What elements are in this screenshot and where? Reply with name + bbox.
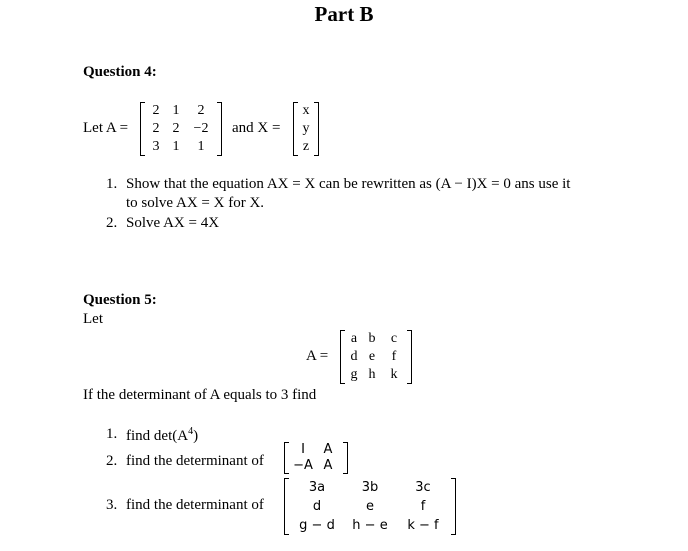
q5-matrix-3-cell-2-0: g − d (299, 518, 335, 533)
right-bracket (314, 102, 319, 156)
q5-block-matrix-cell-0-1: A (323, 442, 333, 457)
q4-matrix-a-cell-2-2: 1 (197, 139, 205, 154)
q4-item-1-line-2: to solve AX = X for X. (126, 195, 265, 211)
q4-matrix-x-cell-2-0: z (302, 139, 310, 154)
q5-block-matrix (284, 442, 348, 474)
q4-matrix-a-cell-1-0: 2 (152, 121, 160, 136)
q4-let-prefix: Let A = (83, 120, 129, 136)
q5-matrix-a-cell-2-1: h (368, 367, 376, 382)
q5-matrix-a-cell-1-1: e (368, 349, 376, 364)
matrix-grid (289, 442, 343, 474)
q5-matrix-3-cell-1-0: d (312, 499, 322, 514)
q5-matrix-a-cell-0-1: b (368, 331, 376, 346)
q5-block-matrix-cell-0-0: I (301, 442, 305, 457)
q4-matrix-a-cell-2-1: 1 (172, 139, 180, 154)
q5-matrix-a-cell-0-0: a (350, 331, 358, 346)
q4-matrix-a-cell-2-0: 3 (152, 139, 160, 154)
question-4-heading: Question 4: (83, 64, 157, 80)
q5-matrix-a-cell-2-2: k (390, 367, 398, 382)
q4-item-2-number: 2. (106, 215, 118, 231)
q5-matrix-a-cell-0-2: c (390, 331, 398, 346)
q4-matrix-a-cell-0-1: 1 (172, 103, 180, 118)
q5-item-1-number: 1. (106, 426, 118, 442)
right-bracket (407, 330, 412, 384)
q5-matrix-3-cell-1-1: e (366, 499, 374, 514)
q5-condition: If the determinant of A equals to 3 find (83, 387, 317, 403)
q5-item-1-close: ) (193, 428, 199, 444)
q4-matrix-a-cell-0-0: 2 (152, 103, 160, 118)
q5-matrix-3-cell-0-2: 3c (415, 480, 431, 495)
matrix-grid (145, 102, 217, 156)
q5-matrix-3-cell-2-1: h − e (352, 518, 388, 533)
q5-item-1-text: find det(A (126, 428, 189, 444)
q4-item-1-line-1: Show that the equation AX = X can be rewritten as (A − I)X = 0 ans use it (126, 176, 571, 192)
q5-item-3-number: 3. (106, 497, 118, 513)
q5-matrix-a-cell-1-0: d (350, 349, 358, 364)
q5-matrix-3-cell-2-2: k − f (407, 518, 439, 533)
q5-matrix-a (340, 330, 412, 384)
q5-matrix-a-cell-2-0: g (350, 367, 358, 382)
q4-matrix-a (140, 102, 222, 156)
q5-item-3: find the determinant of (126, 497, 264, 513)
q5-item-2-number: 2. (106, 453, 118, 469)
right-bracket (451, 478, 456, 535)
q4-item-1-number: 1. (106, 176, 118, 192)
matrix-grid (298, 102, 314, 156)
q4-matrix-x-cell-1-0: y (302, 121, 310, 136)
q4-item-2: Solve AX = 4X (126, 215, 220, 231)
matrix-grid (289, 478, 451, 535)
right-bracket (343, 442, 348, 474)
question-5-heading: Question 5: (83, 292, 157, 308)
q5-matrix-3-cell-1-2: f (420, 499, 426, 514)
q5-matrix-3 (284, 478, 456, 535)
right-bracket (217, 102, 222, 156)
q4-matrix-a-cell-1-2: −2 (193, 121, 209, 136)
q5-let: Let (83, 311, 103, 327)
page-title: Part B (314, 2, 374, 26)
q5-matrix-3-cell-0-1: 3b (361, 480, 379, 495)
q4-matrix-x-cell-0-0: x (302, 103, 310, 118)
q4-and-text: and X = (232, 120, 281, 136)
matrix-grid (345, 330, 407, 384)
q5-item-1 (126, 426, 198, 445)
q5-item-1-exponent: 4 (188, 426, 194, 437)
q5-block-matrix-cell-1-0: −A (293, 458, 313, 473)
q4-matrix-a-cell-0-2: 2 (197, 103, 205, 118)
q4-matrix-x (293, 102, 319, 156)
q5-a-equals: A = (306, 348, 329, 364)
q4-matrix-a-cell-1-1: 2 (172, 121, 180, 136)
q5-matrix-a-cell-1-2: f (391, 349, 397, 364)
q5-block-matrix-cell-1-1: A (323, 458, 333, 473)
q5-matrix-3-cell-0-0: 3a (308, 480, 326, 495)
q5-item-2: find the determinant of (126, 453, 264, 469)
